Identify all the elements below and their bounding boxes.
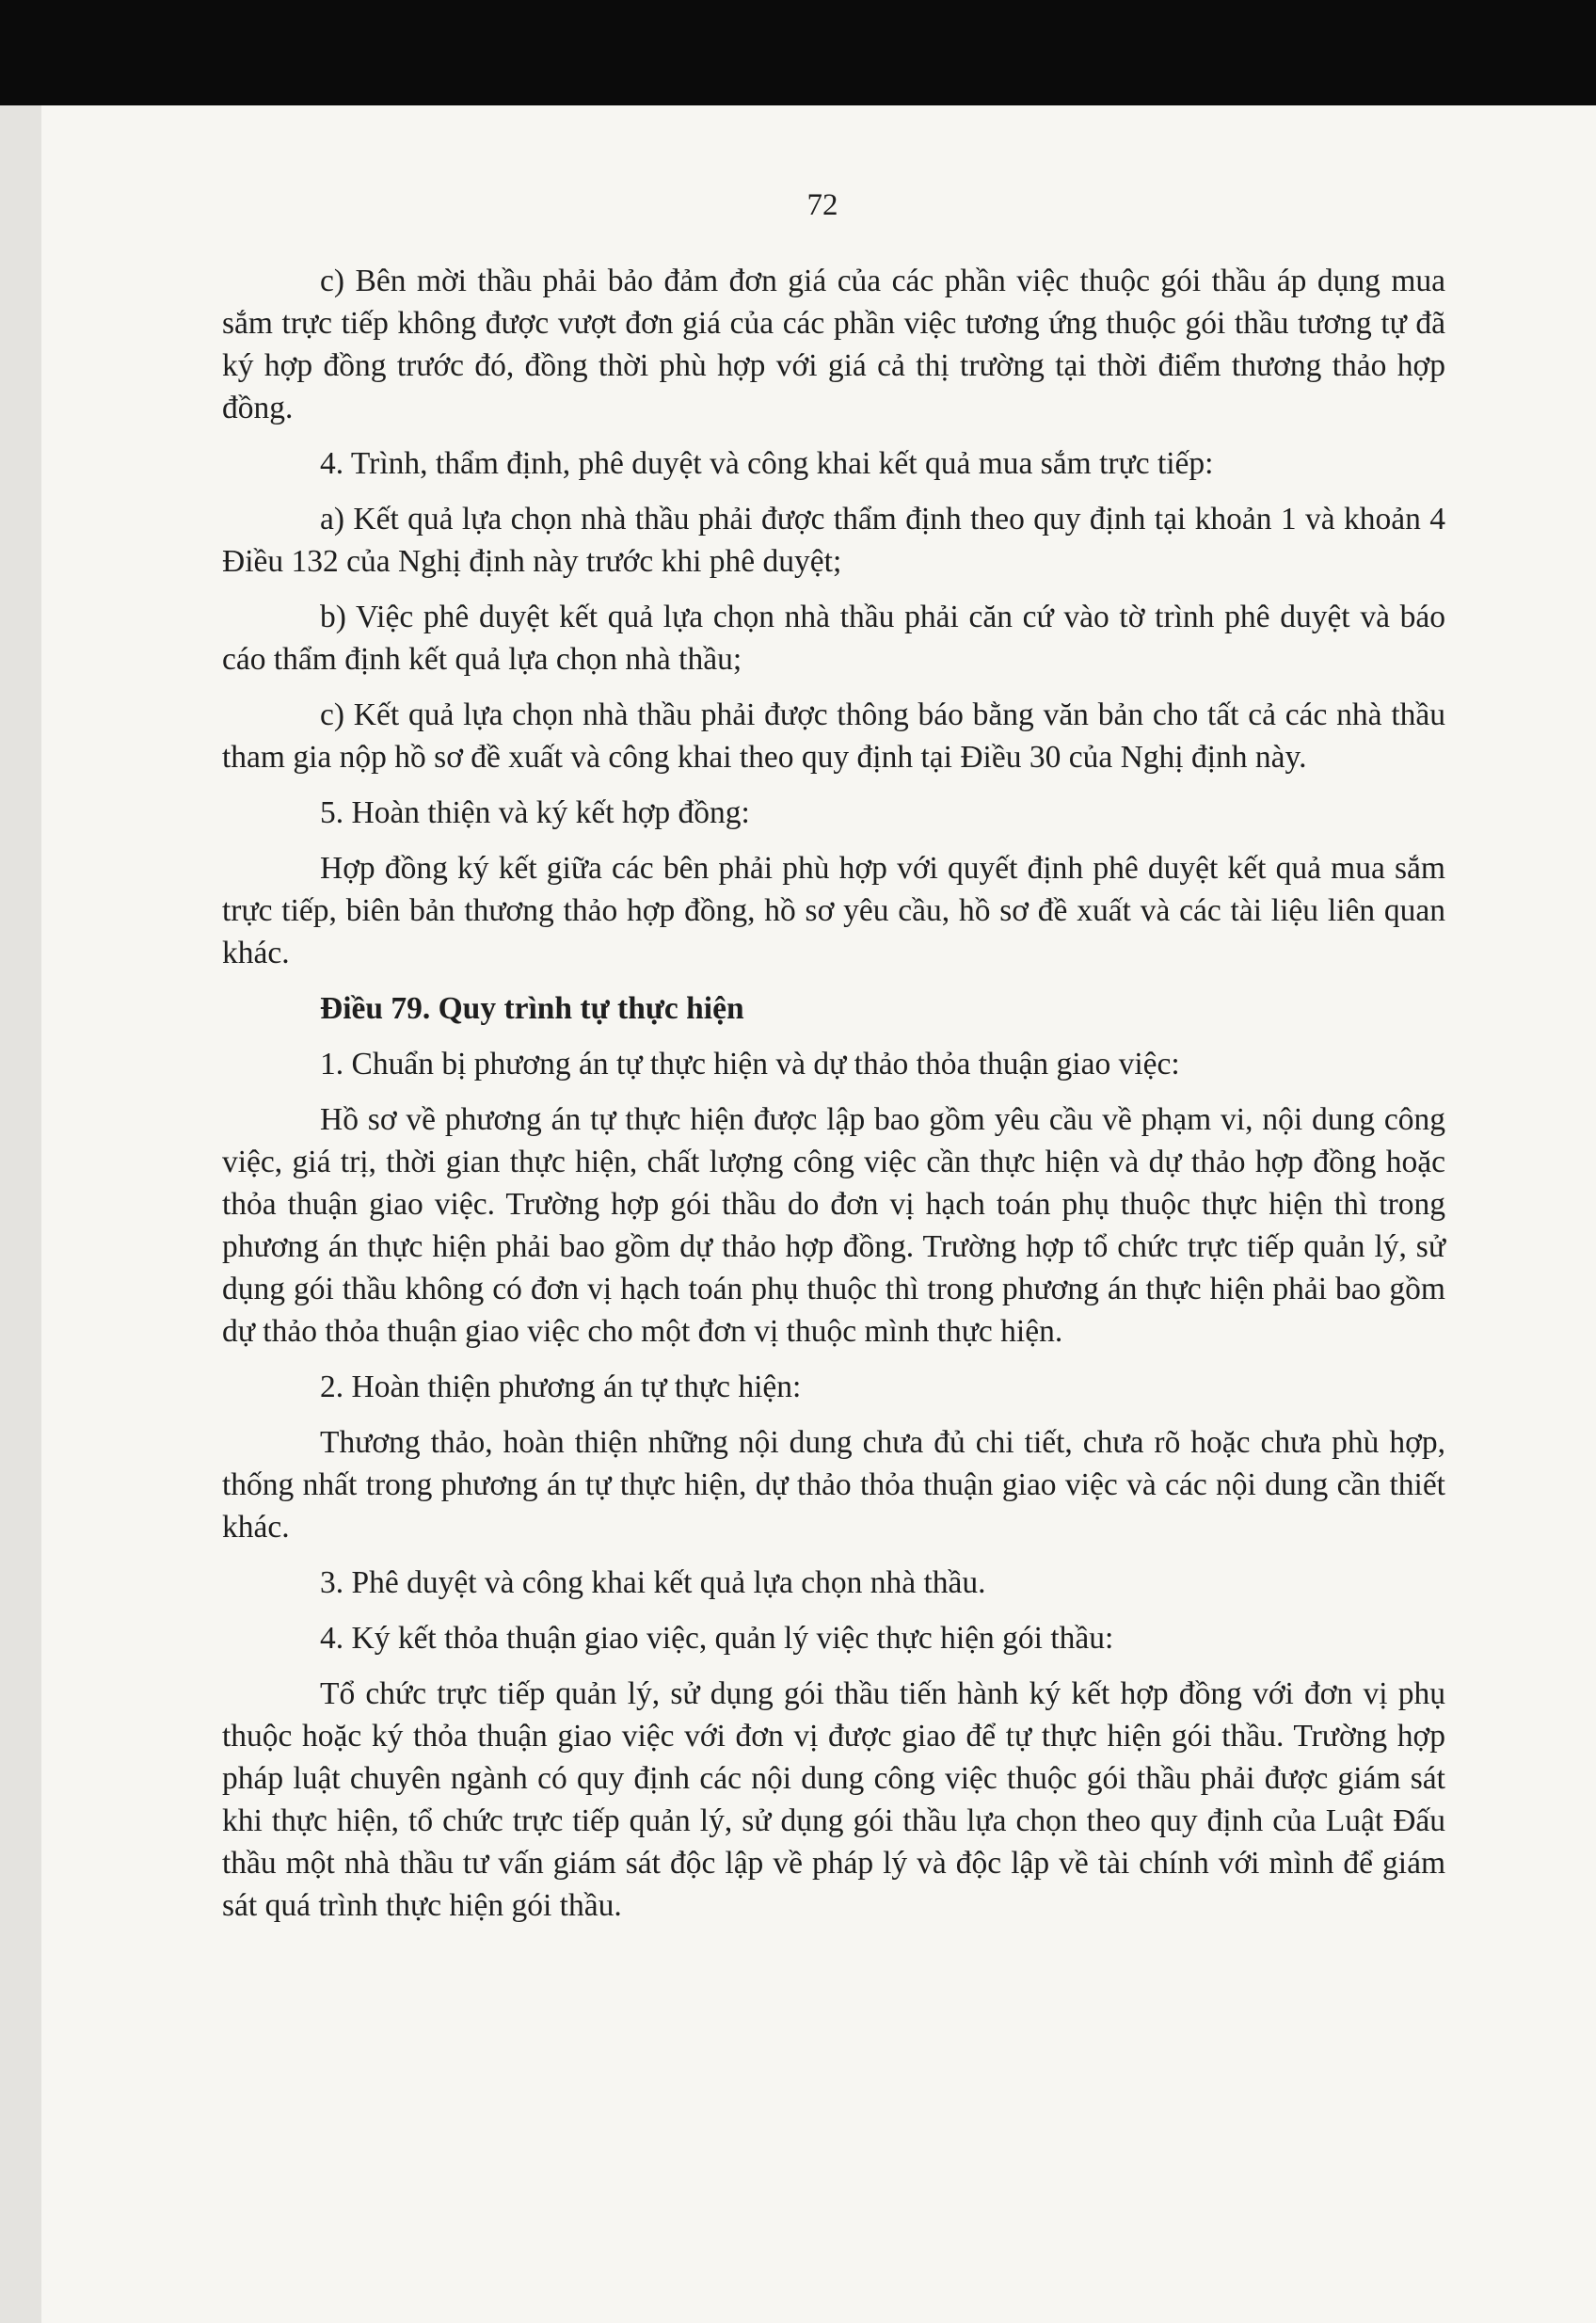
paragraph-item-4: 4. Trình, thẩm định, phê duyệt và công khai kết quả mua sắm trực tiếp:	[320, 446, 1214, 481]
paragraph-79-2-body: Thương thảo, hoàn thiện những nội dung chưa đủ chi tiết, chưa rõ hoặc chưa phù hợp, thống nhất trong phương án tự thực hiện, dự thảo thỏa thuận giao việc và các nội dung cần thiết khác.	[222, 1425, 1445, 1545]
document-body	[222, 260, 1445, 1940]
paragraph-79-1: 1. Chuẩn bị phương án tự thực hiện và dự thảo thỏa thuận giao việc:	[320, 1047, 1180, 1081]
paragraph-79-1-body: Hồ sơ về phương án tự thực hiện được lập bao gồm yêu cầu về phạm vi, nội dung công việc, giá trị, thời gian thực hiện, chất lượng công việc cần thực hiện và dự thảo hợp đồng hoặc thỏa thuận giao việc. Trường hợp gói thầu do đơn vị hạch toán phụ thuộc thực hiện thì trong phương án thực hiện phải bao gồm dự thảo hợp đồng. Trường hợp tổ chức trực tiếp quản lý, sử dụng gói thầu không có đơn vị hạch toán phụ thuộc thì trong phương án thực hiện phải bao gồm dự thảo thỏa thuận giao việc cho một đơn vị thuộc mình thực hiện.	[222, 1102, 1445, 1349]
article-79-heading: Điều 79. Quy trình tự thực hiện	[320, 991, 744, 1026]
paragraph-79-3: 3. Phê duyệt và công khai kết quả lựa chọn nhà thầu.	[320, 1565, 986, 1600]
scan-top-border	[0, 0, 1596, 105]
paragraph-4b: b) Việc phê duyệt kết quả lựa chọn nhà thầu phải căn cứ vào tờ trình phê duyệt và báo cáo thẩm định kết quả lựa chọn nhà thầu;	[222, 600, 1445, 677]
document-page	[41, 105, 1596, 2323]
paragraph-contract: Hợp đồng ký kết giữa các bên phải phù hợp với quyết định phê duyệt kết quả mua sắm trực tiếp, biên bản thương thảo hợp đồng, hồ sơ yêu cầu, hồ sơ đề xuất và các tài liệu liên quan khác.	[222, 851, 1445, 970]
paragraph-79-4: 4. Ký kết thỏa thuận giao việc, quản lý việc thực hiện gói thầu:	[320, 1621, 1114, 1656]
paragraph-79-4-body: Tổ chức trực tiếp quản lý, sử dụng gói thầu tiến hành ký kết hợp đồng với đơn vị phụ thuộc hoặc ký thỏa thuận giao việc với đơn vị được giao để tự thực hiện gói thầu. Trường hợp pháp luật chuyên ngành có quy định các nội dung công việc thuộc gói thầu phải được giám sát khi thực hiện, tổ chức trực tiếp quản lý, sử dụng gói thầu lựa chọn theo quy định của Luật Đấu thầu một nhà thầu tư vấn giám sát độc lập về pháp lý và độc lập về tài chính với mình để giám sát quá trình thực hiện gói thầu.	[222, 1676, 1445, 1923]
paragraph-item-5: 5. Hoàn thiện và ký kết hợp đồng:	[320, 795, 750, 830]
scan-left-edge	[0, 105, 41, 2323]
paragraph-4a: a) Kết quả lựa chọn nhà thầu phải được thẩm định theo quy định tại khoản 1 và khoản 4 Điều 132 của Nghị định này trước khi phê duyệt;	[222, 502, 1445, 579]
paragraph-4c: c) Kết quả lựa chọn nhà thầu phải được thông báo bằng văn bản cho tất cả các nhà thầu tham gia nộp hồ sơ đề xuất và công khai theo quy định tại Điều 30 của Nghị định này.	[222, 697, 1445, 775]
paragraph-79-2: 2. Hoàn thiện phương án tự thực hiện:	[320, 1370, 802, 1404]
page-number: 72	[806, 188, 838, 222]
paragraph-3c: c) Bên mời thầu phải bảo đảm đơn giá của các phần việc thuộc gói thầu áp dụng mua sắm trực tiếp không được vượt đơn giá của các phần việc tương ứng thuộc gói thầu tương tự đã ký hợp đồng trước đó, đồng thời phù hợp với giá cả thị trường tại thời điểm thương thảo hợp đồng.	[222, 264, 1445, 425]
